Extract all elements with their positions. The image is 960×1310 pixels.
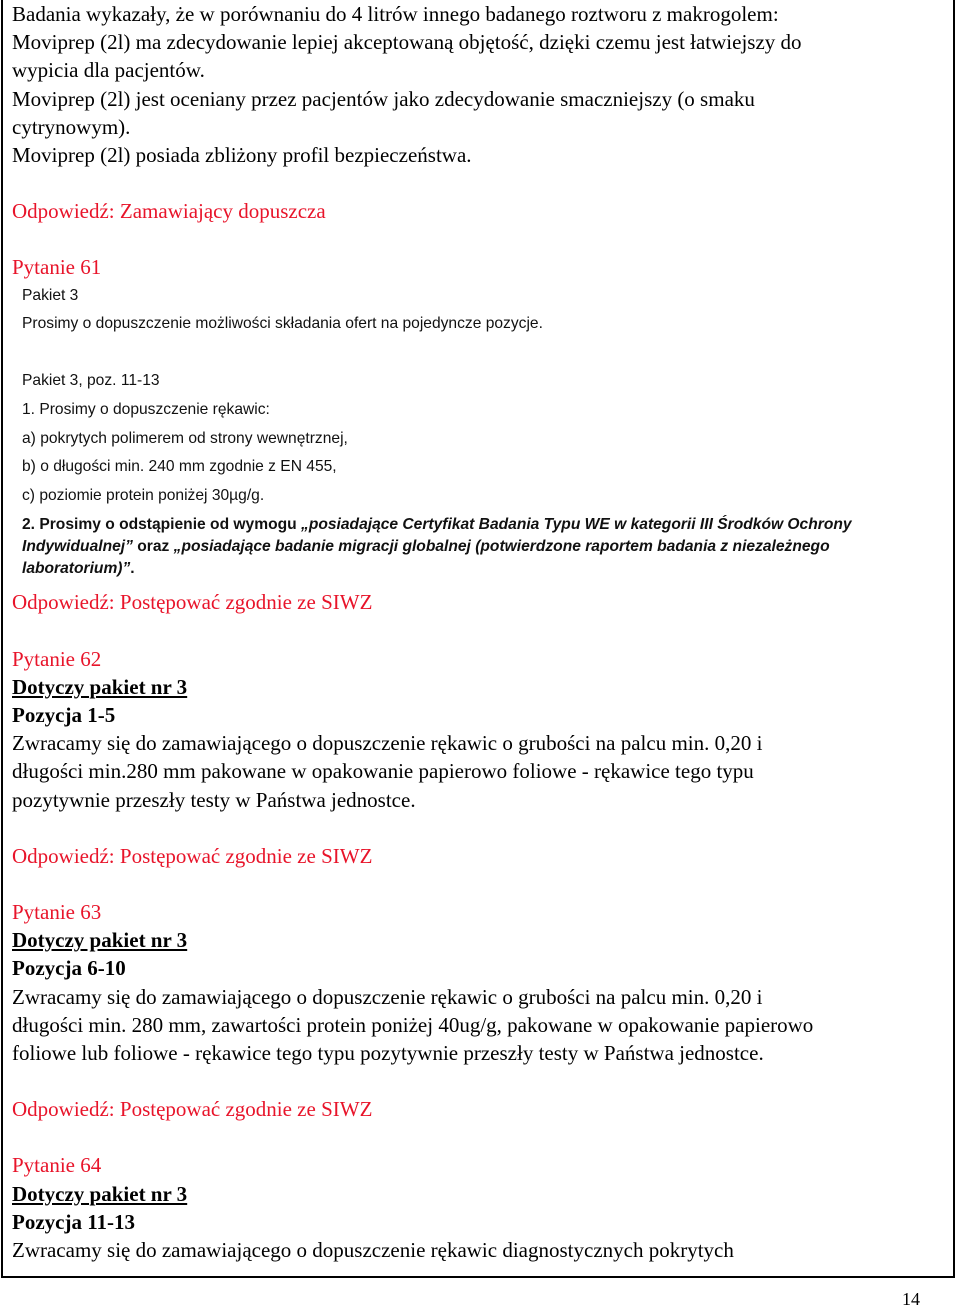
answer-61: Odpowiedź: Postępować zgodnie ze SIWZ: [12, 590, 373, 615]
scan-item2-line1: [22, 514, 952, 536]
scan-item2-italic3: „posiadające badanie migracji globalnej (potwierdzone raportem badania z niezależnego: [173, 538, 830, 556]
intro-line: cytrynowym).: [12, 114, 131, 139]
intro-line: Moviprep (2l) posiada zbliżony profil bezpieczeństwa.: [12, 143, 472, 168]
question-63-title: Pytanie 63: [12, 900, 102, 924]
scan-item2-prefix: 2. Prosimy o odstąpienie od wymogu: [22, 516, 302, 534]
question-64-pakiet: Dotyczy pakiet nr 3: [12, 1181, 188, 1206]
document-content: [12, 0, 952, 1264]
intro-line: Moviprep (2l) ma zdecydowanie lepiej akceptowaną objętość, dzięki czemu jest łatwiejszy do: [12, 30, 802, 55]
question-63-pozycja: Pozycja 6-10: [12, 956, 126, 981]
question-63-pakiet: Dotyczy pakiet nr 3: [12, 928, 188, 953]
scan-item2-italic4: laboratorium)”: [22, 560, 131, 578]
scan-item2-italic2: Indywidualnej”: [22, 538, 133, 556]
question-64-body-line: Zwracamy się do zamawiającego o dopuszczenie rękawic diagnostycznych pokrytych: [12, 1238, 734, 1263]
page-number: 14: [902, 1289, 920, 1309]
question-62-title: Pytanie 62: [12, 646, 102, 671]
scan-item2-mid: oraz: [132, 538, 174, 556]
question-62-pakiet: Dotyczy pakiet nr 3: [12, 674, 188, 699]
intro-line: Badania wykazały, że w porównaniu do 4 litrów innego badanego roztworu z makrogolem:: [12, 2, 779, 26]
question-63-body-line: foliowe lub foliowe - rękawice tego typu pozytywnie przeszły testy w Państwa jednostce.: [12, 1041, 764, 1066]
scan-item-c: c) poziomie protein poniżej 30µg/g.: [22, 486, 265, 504]
scan-item2-line3: [22, 558, 952, 580]
question-64-title: Pytanie 64: [12, 1153, 102, 1178]
question-62-body-line: pozytywnie przeszły testy w Państwa jednostce.: [12, 787, 416, 812]
question-64-pozycja: Pozycja 11-13: [12, 1209, 136, 1234]
question-63-body-line: Zwracamy się do zamawiającego o dopuszczenie rękawic o grubości na palcu min. 0,20 i: [12, 984, 763, 1009]
scan-item-a: a) pokrytych polimerem od strony wewnętrznej,: [22, 429, 348, 447]
scan-item2-italic1: „posiadające Certyfikat Badania Typu WE w kategorii III Środków Ochrony: [301, 516, 852, 534]
scan-request: Prosimy o dopuszczenie możliwości składania ofert na pojedyncze pozycje.: [22, 315, 543, 333]
question-62-body-line: długości min.280 mm pakowane w opakowanie papierowo foliowe - rękawice tego typu: [12, 759, 754, 784]
question-62-pozycja: Pozycja 1-5: [12, 702, 116, 727]
scan-poz: Pakiet 3, poz. 11-13: [22, 372, 160, 390]
answer-intro: Odpowiedź: Zamawiający dopuszcza: [12, 199, 326, 224]
scan-pakiet: Pakiet 3: [22, 286, 79, 304]
scan-item-b: b) o długości min. 240 mm zgodnie z EN 455,: [22, 458, 337, 476]
scanned-excerpt: [12, 282, 952, 581]
answer-62: Odpowiedź: Postępować zgodnie ze SIWZ: [12, 843, 373, 868]
intro-line: Moviprep (2l) jest oceniany przez pacjentów jako zdecydowanie smaczniejszy (o smaku: [12, 86, 755, 111]
scan-item2-end: .: [130, 560, 135, 578]
scan-item1: 1. Prosimy o dopuszczenie rękawic:: [22, 401, 270, 418]
question-62-body-line: Zwracamy się do zamawiającego o dopuszczenie rękawic o grubości na palcu min. 0,20 i: [12, 731, 763, 756]
question-61-title: Pytanie 61: [12, 255, 102, 280]
intro-line: wypicia dla pacjentów.: [12, 58, 205, 83]
answer-63: Odpowiedź: Postępować zgodnie ze SIWZ: [12, 1097, 373, 1122]
question-63-body-line: długości min. 280 mm, zawartości protein poniżej 40ug/g, pakowane w opakowanie papierowo: [12, 1012, 814, 1037]
scan-item2-line2: [22, 536, 952, 558]
